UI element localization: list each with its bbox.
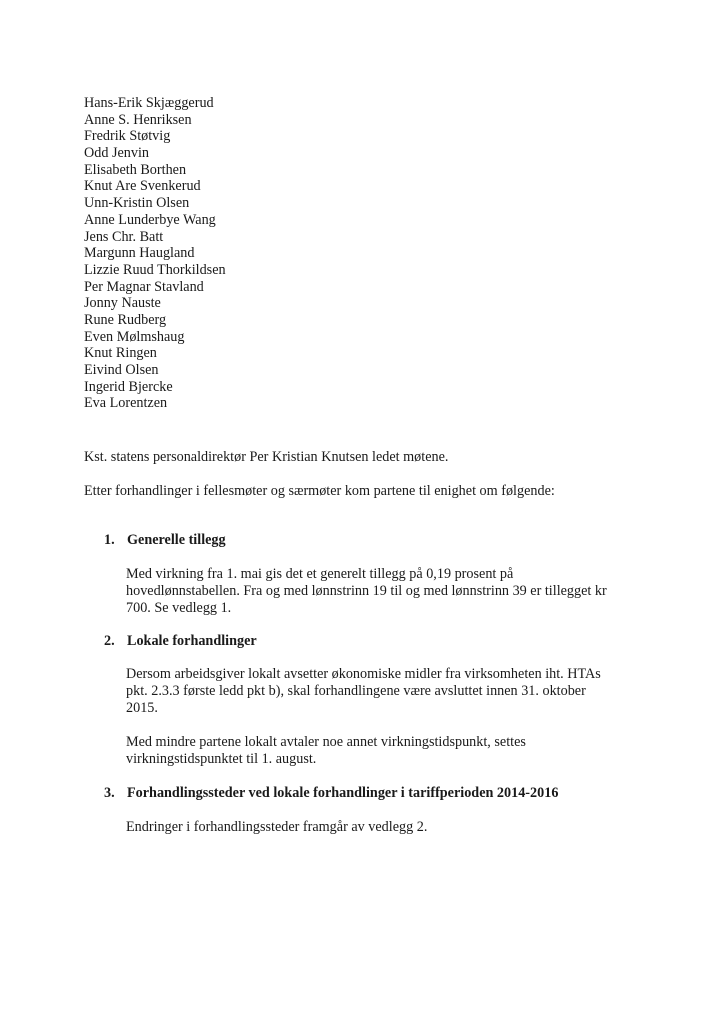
attendee-name: Anne S. Henriksen [84,111,192,128]
section-2-paragraph [126,666,601,717]
chair-statement: Kst. statens personaldirektør Per Kristian Knutsen ledet møtene. [84,449,449,465]
attendee-name: Eva Lorentzen [84,395,168,412]
section-title-negotiation-sites: Forhandlingssteder ved lokale forhandlinger i tariffperioden 2014-2016 [127,785,559,801]
section-number: 3. [104,785,115,801]
text-line: virkningstidspunktet til 1. august. [126,751,317,767]
attendee-name: Even Mølmshaug [84,328,185,345]
section-1-paragraph [126,566,607,617]
text-line: 2015. [126,700,158,716]
attendee-name: Jonny Nauste [84,295,161,312]
attendee-name: Margunn Haugland [84,245,195,262]
attendee-name: Anne Lunderbye Wang [84,211,216,228]
text-line: 700. Se vedlegg 1. [126,600,232,616]
attendee-name: Rune Rudberg [84,311,167,328]
section-2-paragraph [126,734,526,768]
text-line: hovedlønnstabellen. Fra og med lønnstrinn 19 til og med lønnstrinn 39 er tillegget kr [126,583,607,599]
attendee-name: Ingerid Bjercke [84,378,173,395]
attendee-name: Elisabeth Borthen [84,161,187,178]
section-title-local-negotiations: Lokale forhandlinger [127,633,257,649]
section-3-paragraph [126,819,427,836]
attendee-name: Fredrik Støtvig [84,128,171,145]
attendee-name: Eivind Olsen [84,362,159,378]
attendee-list [84,95,226,412]
attendee-name: Knut Ringen [84,345,157,362]
text-line: Med virkning fra 1. mai gis det et generelt tillegg på 0,19 prosent på [126,566,514,582]
attendee-name: Hans-Erik Skjæggerud [84,95,214,111]
text-line: Endringer i forhandlingssteder framgår av vedlegg 2. [126,819,428,835]
agreement-statement: Etter forhandlinger i fellesmøter og særmøter kom partene til enighet om følgende: [84,483,555,499]
attendee-name: Jens Chr. Batt [84,228,164,245]
text-line: Med mindre partene lokalt avtaler noe annet virkningstidspunkt, settes [126,734,526,750]
section-title-general-supplements: Generelle tillegg [127,532,226,548]
attendee-name: Knut Are Svenkerud [84,178,201,195]
attendee-name: Unn-Kristin Olsen [84,195,190,212]
section-number: 1. [104,532,115,548]
text-line: Dersom arbeidsgiver lokalt avsetter økonomiske midler fra virksomheten iht. HTAs [126,666,601,682]
attendee-name: Odd Jenvin [84,145,150,162]
attendee-name: Lizzie Ruud Thorkildsen [84,261,226,278]
text-line: pkt. 2.3.3 første ledd pkt b), skal forhandlingene være avsluttet innen 31. oktober [126,683,586,699]
section-number: 2. [104,633,115,649]
attendee-name: Per Magnar Stavland [84,278,204,295]
